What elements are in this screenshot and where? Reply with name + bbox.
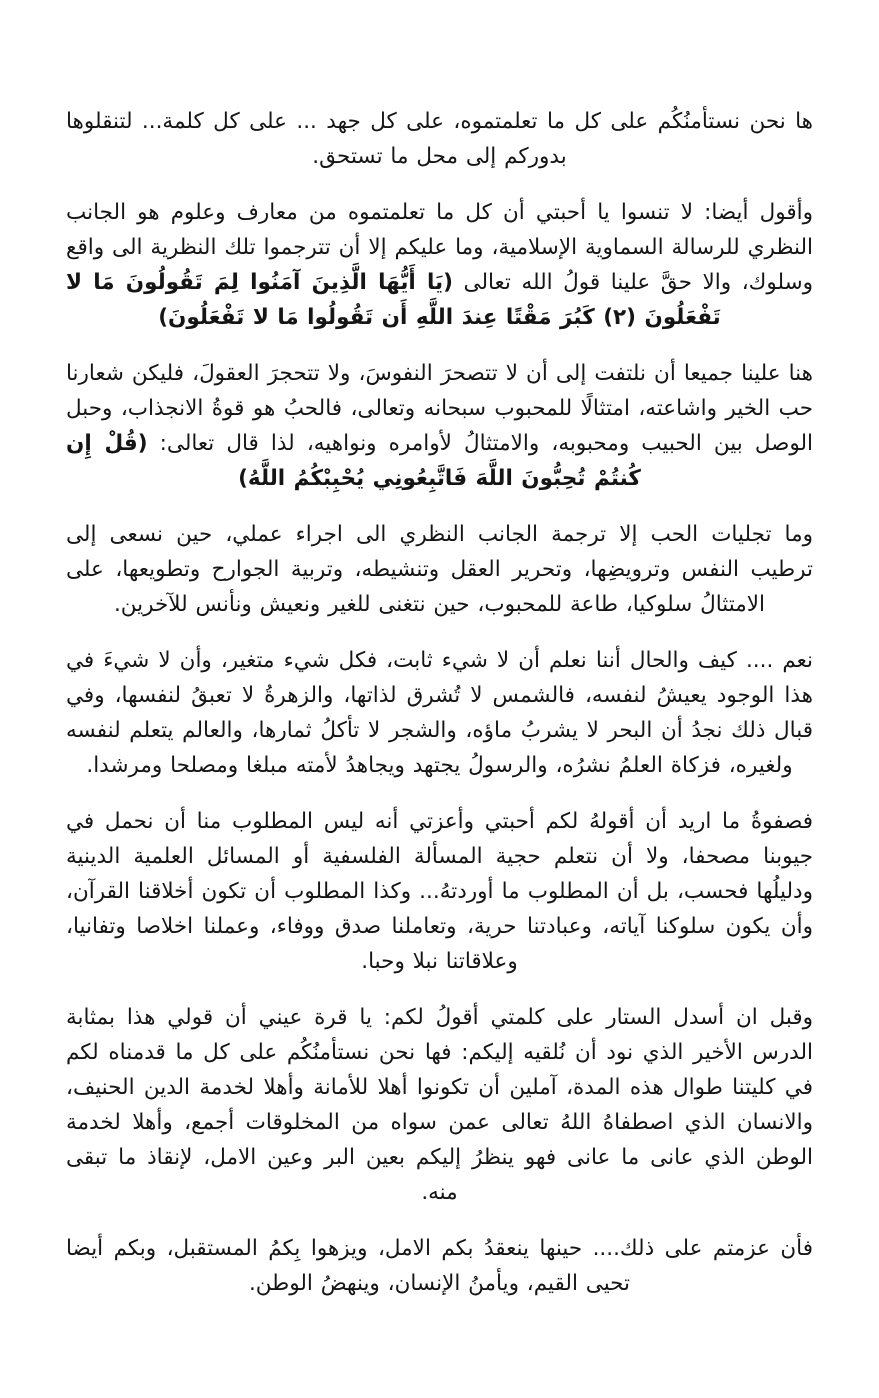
quran-verse: (قُلْ إِن كُنتُمْ تُحِبُّونَ اللَّهَ فَاتَّبِعُونِي يُحْبِبْكُمُ اللَّهُ) [66,431,641,491]
quran-verse: (يَا أَيُّهَا الَّذِينَ آمَنُوا لِمَ تَقُولُونَ مَا لا تَفْعَلُونَ (٢) كَبُرَ مَقْتًا عِندَ اللَّهِ أَن تَقُولُوا مَا لا تَفْعَلُونَ) [66,270,721,330]
paragraph-3 [66,356,813,496]
text-run: فأن عزمتم على ذلك.... حينها ينعقدُ بكم الامل، ويزهوا بِكمُ المستقبل، وبكم أيضا تحيى القيم، ويأمنُ الإنسان، وينهضُ الوطن. [66,1236,813,1296]
text-run: وأقول أيضا: لا تنسوا يا أحبتي أن كل ما تعلمتموه من معارف وعلوم هو الجانب النظري للرسالة السماوية الإسلامية، وما عليكم إلا أن تترجموا تلك النظرية الى واقع وسلوك، والا حقَّ علينا قولُ الله تعالى [66,200,813,295]
text-run: هنا علينا جميعا أن نلتفت إلى أن لا تتصحرَ النفوسَ، ولا تتحجرَ العقولَ، فليكن شعارنا حب الخير واشاعته، امتثالًا للمحبوب سبحانه وتعالى، فالحبُ هو قوةُ الانجذاب، وحبل الوصل بين الحبيب ومحبوبه، والامتثالُ لأوامره ونواهيه، لذا قال تعالى: [66,361,813,456]
paragraph-7 [66,1000,813,1210]
paragraph-5 [66,643,813,783]
text-run: نعم .... كيف والحال أننا نعلم أن لا شيء ثابت، فكل شيء متغير، وأن لا شيءَ في هذا الوجود يعيشُ لنفسه، فالشمس لا تُشرق لذاتها، والزهرةُ لا تعبقُ لنفسها، وفي قبال ذلك نجدُ أن البحر لا يشربُ ماؤه، والشجر لا تأكلُ ثمارها، والعالم يتعلم لنفسه ولغيره، فزكاة العلمُ نشرُه، والرسولُ يجتهد ويجاهدُ لأمته مبلغا ومصلحا ومرشدا. [66,648,813,778]
paragraph-6 [66,804,813,979]
paragraph-4 [66,517,813,622]
paragraph-2 [66,195,813,335]
text-run: فصفوةُ ما اريد أن أقولهُ لكم أحبتي وأعزتي أنه ليس المطلوب منا أن نحمل في جيوبنا مصحفا، ولا أن نتعلم حجية المسألة الفلسفية أو المسائل العلمية الدينية ودليلُها فحسب، بل أن المطلوب ما أوردتهُ... وكذا المطلوب أن تكون أخلاقنا القرآن، وأن يكون سلوكنا آياته، وعبادتنا حرية، وتعاملنا صدق ووفاء، وعملنا اخلاصا وتفانيا، وعلاقاتنا نبلا وحبا. [66,809,813,974]
text-run: ها نحن نستأمنُكُم على كل ما تعلمتموه، على كل جهد ... على كل كلمة... لتنقلوها بدوركم إلى محل ما تستحق. [66,109,813,169]
paragraph-1 [66,104,813,174]
text-run: وما تجليات الحب إلا ترجمة الجانب النظري الى اجراء عملي، حين نسعى إلى ترطيب النفس وترويضِها، وتحرير العقل وتنشيطه، وتربية الجوارح وتطويعها، على الامتثالُ سلوكيا، طاعة للمحبوب، حين نتغنى للغير ونعيش ونأنس للآخرين. [66,522,813,617]
paragraph-8 [66,1231,813,1301]
text-run: وقبل ان أسدل الستار على كلمتي أقولُ لكم: يا قرة عيني أن قولي هذا بمثابة الدرس الأخير الذي نود أن نُلقيه إليكم: فها نحن نستأمنُكُم على كل ما قدمناه لكم في كليتنا طوال هذه المدة، آملين أن تكونوا أهلا للأمانة وأهلا لخدمة الدين الحنيف، والانسان الذي اصطفاهُ اللهُ تعالى عمن سواه من المخلوقات أجمع، وأهلا لخدمة الوطن الذي عانى ما عانى فهو ينظرُ إليكم بعين البر وعين الامل، لإنقاذ ما تبقى منه. [66,1005,813,1205]
